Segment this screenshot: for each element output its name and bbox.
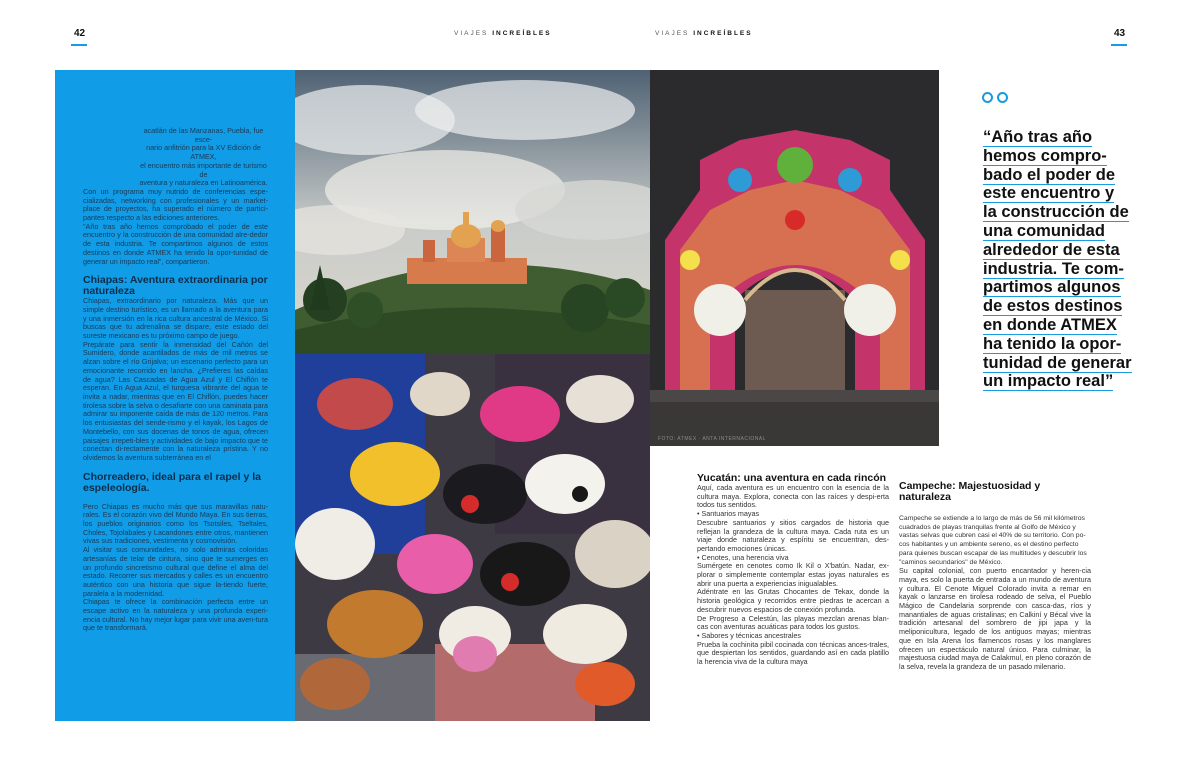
body-paragraph: Su capital colonial, con puerto encantador y heren-cia maya, es solo la puerta de entrada a un mundo de aventura y cultura. El Cenote Miguel Colorado invita a remar en kayak o lanzarse en tirolesa rodeado de selva, el Pueblo Mágico de Candelaria sorprende con casca-das, ríos y manantiales de aguas cristalinas; en Calkiní y Bécal vive la tradición artesanal del sombrero de jipi japa y la meliponicultura, legado de los antiguos mayas; mientras que en Isla Arena los flamencos rosas y los manglares ofrecen un espectáculo natural único. Para culminar, la majestuosa ciudad maya de Calakmul, en pleno corazón de la selva, revela la grandeza de un pasado milenario. (899, 566, 1091, 671)
body-paragraph: Al visitar sus comunidades, no solo admiras coloridas artesanías de telar de cintura, sino que te sumerges en un profundo sincretismo cultural que define el alma del estado. Recorrer sus mercados y calles es un encuentro auténtico con una historia que sigue la-tiendo fuerte, paralela a la modernidad. (83, 545, 268, 598)
church-on-hill-photo (295, 70, 650, 354)
circle-icon (982, 92, 993, 103)
pull-quote-line: alrededor de esta (983, 240, 1120, 259)
section-heading-chorreadero: Chorreadero, ideal para el rapel y la espeleología. (83, 470, 261, 494)
bullet-item: • Sabores y técnicas ancestrales (697, 630, 801, 640)
running-header-right-bold: INCREÍBLES (693, 30, 753, 37)
campeche-column (899, 481, 1091, 672)
pull-quote-line: una comunidad (983, 221, 1105, 240)
body-paragraph: Chiapas te ofrece la combinación perfecta entre un escape activo en la naturaleza y una profunda experi-encia cultural. No hay mejor lugar para vivir una aven-tura que te transformará. (83, 597, 268, 633)
pull-quote-line: ha tenido la opor- (983, 334, 1122, 353)
quote-decoration (982, 90, 1012, 108)
yucatan-column (697, 473, 889, 667)
running-header-left-prefix: VIAJES (454, 30, 493, 37)
body-paragraph: Pero Chiapas es mucho más que sus maravillas natu-rales. Es el corazón vivo del Mundo Maya. En sus tierras, los pueblos originarios como los Tsotsiles, Tseltales, Choles, Tojolabales y Lacandones entre otros, mantienen vivas sus tradiciones, vestimenta y cosmovisión. (83, 501, 268, 546)
bullet-item: • Santuarios mayas (697, 509, 760, 519)
running-header-right-prefix: VIAJES (655, 30, 694, 37)
page-number-right-rule (1111, 44, 1127, 46)
body-paragraph: Chiapas, extraordinario por naturaleza. Más que un simple destino turístico, es un llamado a la aventura para y una inmersión en la rica cultura ancestral de México. Si buscas que tu adrenalina se dispare, este estado del sureste mexicano es tu próximo campo de juego. (83, 296, 268, 341)
pull-quote-line: en donde ATMEX (983, 315, 1117, 334)
pull-quote-line: de estos destinos (983, 297, 1123, 316)
body-paragraph: "Año tras año hemos comprobado el poder de este encuentro y la construcción de una comunidad alre-dedor de esta industria. Te compartimos algunos de estos destinos en donde ATMEX ha tenido la opor-tunidad de generar un impacto real", compartieron. (83, 221, 268, 266)
intro-line: el encuentro más importante de turismo de (140, 160, 267, 179)
pull-quote (983, 128, 1163, 391)
body-paragraph: Sumérgete en cenotes como Ik Kil o X'batún. Nadar, ex-plorar o simplemente contemplar estas joyas naturales es abrir una puerta a experiencias inigualables. (697, 561, 889, 588)
body-paragraph: Con un programa muy nutrido de conferencias espe-cializadas, networking con profesionales y un market-place de proyectos, ha superado el número de partici-pantes respecto a las ediciones anteriores. (83, 186, 268, 223)
pull-quote-line: la construcción de (983, 203, 1129, 222)
bullet-item: • Cenotes, una herencia viva (697, 552, 789, 562)
intro-line: aventura y naturaleza en Latinoamérica. (139, 178, 268, 188)
flower-arch-photo (650, 70, 939, 446)
pull-quote-line: partimos algunos (983, 278, 1121, 297)
body-paragraph: De Progreso a Celestún, las playas mezclan arenas blan-cas con aventuras acuáticas para todos los gustos. (697, 613, 889, 632)
page-number-left: 42 (74, 28, 86, 39)
section-heading-campeche: Campeche: Majestuosidad y naturaleza (899, 480, 1041, 503)
intro-line: nario anfitrión para la XV Edición de ATMEX, (146, 143, 261, 162)
body-paragraph: Adéntrate en las Grutas Chocantes de Tekax, donde la historia geológica y recorridos entre piedras te acercan a descubrir nuevos espacios de conexión profunda. (697, 587, 889, 614)
body-paragraph: Campeche se extiende a lo largo de más de 56 mil kilómetros cuadrados de playas tranquilas frente al Golfo de México y vastas selvas que cubren casi el 40% de su territorio. Con po-cos habitantes y un ambiente sereno, es el destino perfecto para quienes buscan escapar de las multitudes y descubrir los "caminos secundarios" de México. (899, 515, 1087, 566)
running-header-left-bold: INCREÍBLES (492, 30, 552, 37)
intro-line: acatlán de las Manzanas, Puebla, fue esce- (143, 126, 264, 144)
body-paragraph: Prueba la cochinita pibil cocinada con técnicas ances-trales, que despiertan los sentidos, guardando así en cada platillo la herencia viva de la cultura maya (697, 639, 889, 667)
running-header-right (655, 30, 753, 37)
photo-credit: FOTO: ATMEX · ANTA INTERNACIONAL (658, 436, 766, 442)
wooden-horse-toys-photo (295, 354, 650, 721)
pull-quote-line: industria. Te com- (983, 259, 1124, 278)
pull-quote-line: este encuentro y (983, 184, 1115, 203)
pull-quote-line: “Año tras año (983, 128, 1093, 146)
left-article-column (83, 127, 268, 633)
circle-icon (997, 92, 1008, 103)
page-number-right: 43 (1114, 28, 1126, 39)
pull-quote-line: hemos compro- (983, 146, 1107, 165)
body-paragraph: Descubre santuarios y sitios cargados de historia que reflejan la grandeza de la cultura maya. Cada ruta es un viaje donde naturaleza y espíritu se encuentran, des-pertando emociones únicas. (697, 517, 889, 553)
page-number-left-rule (71, 44, 87, 46)
arch-photo-graphic (650, 70, 939, 446)
pull-quote-line: tunidad de generar (983, 353, 1132, 372)
section-heading-yucatan: Yucatán: una aventura en cada rincón (697, 472, 887, 484)
section-heading-chiapas: Chiapas: Aventura extraordinaria por naturaleza (83, 274, 268, 298)
pull-quote-line: bado el poder de (983, 165, 1116, 184)
body-paragraph: Aquí, cada aventura es un encuentro con la esencia de la cultura maya. Explora, conecta con las raíces y despi-erta todos tus sentidos. (697, 483, 889, 510)
body-paragraph: Prepárate para sentir la inmensidad del Cañón del Sumidero, donde acantilados de más de mil metros se alzan sobre el río Grijalva; un escenario perfecto para un emocionante recorrido en lancha. ¿Prefieres las caídas de agua? Las Cascadas de Agua Azul y El Chiflón te esperan. En Agua Azul, el turquesa vibrante del agua te invita a nadar, mientras que en El Chiflón, puedes hacer tirolesa sobre la selva o desafiarte con una caminata para admirar su imponente caída de más de 120 metros. Para los entusiastas del sende-rismo y el kayak, los Lagos de Montebello, con sus docenas de tonos de agua, ofrecen paisajes irrepeti-bles y actividades de bajo impacto que te conectan di-rectamente con la naturaleza prístina. Y no olvidemos la aventura subterránea en el (83, 339, 268, 462)
pull-quote-line: un impacto real” (983, 372, 1114, 391)
church-photo-graphic (295, 70, 650, 354)
running-header-left (454, 30, 552, 37)
toys-photo-graphic (295, 354, 650, 721)
